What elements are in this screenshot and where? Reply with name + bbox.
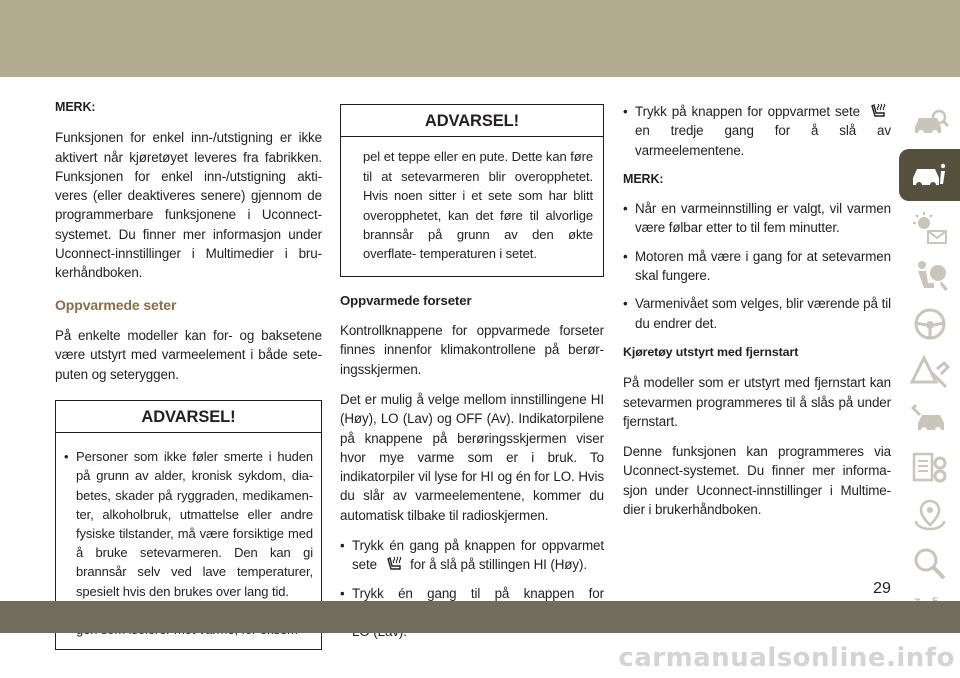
tab-media-location[interactable] [899,492,960,540]
heated-seat-icon [385,556,403,572]
paragraph: Denne funksjonen kan programmeres via Uconnect-systemet. Du finner mer informa- sjon under Uconnect-innstillinger i Multime- dier i brukerhåndboken. [623,444,891,518]
steering-wheel-icon [910,307,950,341]
media-location-icon [910,499,950,533]
note-item: • Når en varmeinnstilling er valgt, vil varmen være følbar etter to til fem minutter. [623,199,891,238]
bullet-item: • Trykk én gang på knappen for oppvarmet sete for å slå på stillingen HI (Høy). [340,536,604,575]
warning-title: ADVARSEL! [56,401,321,433]
tab-car-search[interactable] [899,98,960,146]
column-3 [623,102,891,530]
note-label: MERK: [55,100,96,114]
heated-seat-icon [869,103,887,119]
tab-specs-gears[interactable] [899,444,960,492]
heated-seats-intro: På enkelte modeller kan for- og baksetene være utstyrt med varmeelement i både sete- puten og seteryggen. [55,327,322,382]
warning-continued-text: pel et teppe eller en pute. Dette kan føre til at setevarmeren blir overopphetet. Hvis noen sitter i et sete som har blitt overopphetet, kan det føre til alvorlige brannsår på grunn av den økte overflate- temperaturen i setet. [363,149,593,262]
paragraph: Kontrollknappene for oppvarmede forseter finnes innenfor klimakontrollene på berør- ingsskjermen. [340,323,604,377]
bullet-item: • Trykk på knappen for oppvarmet sete en tredje gang for å slå av varmeelementene. [623,102,891,160]
warning-item: • Personer som ikke føler smerte i huden på grunn av alder, kronisk sykdom, dia- betes, skader på ryggraden, medikamen- ter, alkoholbruk, utmattelse eller andre fysiske tilstander, må være forsiktige med å bruke setevarmeren. Den kan gi brannsår selv ved lave temperaturer, spesielt hvis den brukes over lang tid. [64,447,313,601]
warning-lights-icon [910,211,950,245]
airbag-icon [910,259,950,293]
note-item: • Varmenivået som velges, blir værende på til du endrer det. [623,294,891,333]
car-info-icon [910,158,950,192]
paragraph: Det er mulig å velge mellom innstillingene HI (Høy), LO (Lav) og OFF (Av). Indikatorpilene på knappene på berøringsskjermen viser hvor mye varme som er i bruk. To indikatorpiler vil lyse for HI og én for LO. Hvis du slår av varmeelementene, kommer du automatisk tilbake til radioskjermen. [340,391,604,523]
warning-title: ADVARSEL! [341,105,603,137]
bottom-band [0,601,960,633]
note-text: Funksjonen for enkel inn-/utstigning er ikke aktivert når kjøretøyet leveres fra fabrikken. Funksjonen for enkel inn-/utstigning akti- veres (eller deaktiveres senere) gjennom de programmerbare funksjonene i Uconnect- systemet. Du finner mer informasjon under Uconnect-innstillinger i Multimedier i bru- kerhåndboken. [55,130,322,281]
tab-hazard-tools[interactable] [899,348,960,396]
tab-car-info[interactable] [899,149,960,201]
column-2 [340,104,604,651]
paragraph: På modeller som er utstyrt med fjernstart kan setevarmen programmeres til å slås på under fjernstart. [623,375,891,429]
hazard-tools-icon [910,355,950,389]
chapter-tabs [899,98,960,636]
top-band [0,0,960,77]
section-heading-heated-seats: Oppvarmede seter [55,296,177,313]
tab-wrench-car[interactable] [899,396,960,444]
warning-box-continued [340,104,604,277]
wrench-car-icon [910,403,950,437]
section-heading-remote-start: Kjøretøy utstyrt med fjernstart [623,344,799,359]
index-search-icon [910,547,950,581]
car-search-icon [910,105,950,139]
column-1 [55,98,322,650]
specs-gears-icon [910,451,950,485]
note-item: • Motoren må være i gang for at setevarmen skal fungere. [623,247,891,286]
tab-index-search[interactable] [899,540,960,588]
tab-steering-wheel[interactable] [899,300,960,348]
tab-airbag[interactable] [899,252,960,300]
page-number: 29 [873,580,891,597]
watermark: carmanualsonline.info [618,643,955,673]
bullet-item: • Trykk én gang til på knappen for [340,584,604,642]
note-label: MERK: [623,171,664,186]
tab-warning-lights[interactable] [899,204,960,252]
section-heading-heated-front-seats: Oppvarmede forseter [340,292,472,308]
